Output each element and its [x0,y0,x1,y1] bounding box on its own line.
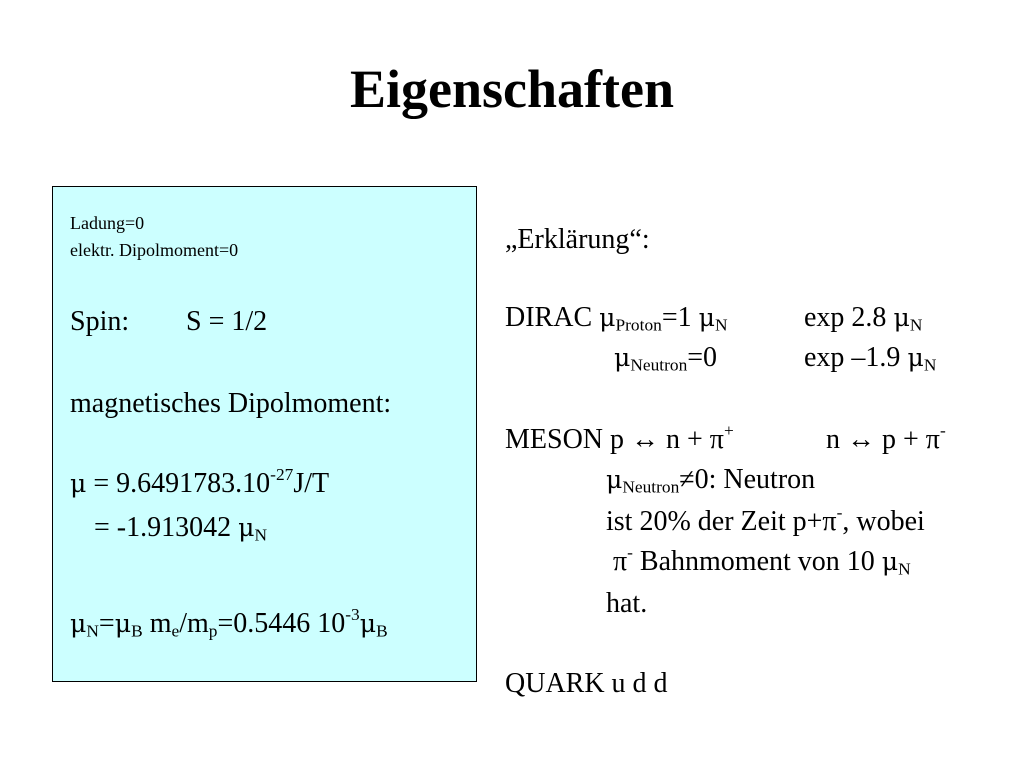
sub-n: N [86,621,99,641]
mu-line [70,464,330,499]
n-label: n [826,424,840,455]
mun-eq: = [98,608,115,639]
mu-alt-line [94,512,268,545]
mu-exponent: -27 [270,464,294,484]
sub-b: B [131,621,143,641]
mu-unit: J/T [293,468,330,499]
sub-p: p [208,621,218,641]
mu-alt-value: = -1.913042 [94,512,232,543]
page-title: Eigenschaften [350,59,674,119]
arrow-symbol: ↔ [631,424,660,455]
mu-symbol: μ [70,609,87,638]
dirac-label: DIRAC [505,302,593,333]
spin-label: Spin: [70,306,130,337]
spin-value: S = 1/2 [186,306,268,337]
sub-proton: Proton [615,315,662,335]
mu-symbol: μ [881,547,899,576]
sub-n: N [909,315,923,335]
sup-minus: - [939,420,946,440]
sub-n: N [898,559,911,579]
mun-exponent: -3 [345,604,360,624]
arrow-symbol: ↔ [847,424,875,455]
sub-n: N [923,355,937,375]
exp-proton-value: exp 2.8 [804,302,887,333]
dirac-neutron-line [614,342,718,375]
sup-minus: - [627,542,633,562]
mun-slash: /m [179,608,209,639]
n-plus-pi: n + π [666,424,724,455]
mu-symbol: μ [70,469,87,498]
mu-symbol: μ [114,609,132,638]
mu-symbol: μ [359,609,377,638]
sub-neutron: Neutron [630,355,688,375]
mu-symbol: μ [599,303,616,332]
sup-minus: - [836,502,843,522]
sub-e: e [171,621,180,641]
orbital-moment-line [613,542,911,579]
neq-text: ≠0: Neutron [679,464,816,495]
exp-neutron-value: exp –1.9 [804,342,901,373]
twenty-percent-text: ist 20% der Zeit p+π [606,506,837,537]
explanation-heading: „Erklärung“: [505,224,650,255]
hat-line: hat. [606,588,648,619]
twenty-percent-line [606,502,925,537]
edm-text: elektr. Dipolmoment=0 [70,240,239,260]
dirac-proton-value: =1 [661,302,692,333]
mu-symbol: μ [907,343,924,372]
mun-value: =0.5446 10 [217,608,346,639]
mu-value: = 9.6491783.10 [93,468,271,499]
pi-symbol: π [613,546,628,577]
quark-line: QUARK u d d [505,668,668,699]
mdm-heading: magnetisches Dipolmoment: [70,388,392,419]
meson-line-2 [826,420,946,455]
mu-symbol: μ [893,303,910,332]
mun-me: m [149,608,172,639]
mu-symbol: μ [238,513,255,542]
meson-line [505,420,734,455]
sub-b: B [376,621,388,641]
sup-plus: + [723,420,734,440]
neutron-neq-line [606,464,816,497]
dirac-neutron-value: =0 [687,342,718,373]
wobei-text: , wobei [842,506,925,537]
mun-line [70,604,388,641]
sub-n: N [714,315,728,335]
p-plus-pi: p + π [882,424,940,455]
exp-proton [804,302,923,335]
sub-neutron: Neutron [622,477,680,497]
mu-symbol: μ [606,465,623,494]
exp-neutron [804,342,937,375]
meson-label: MESON p [505,424,625,455]
orbital-text: Bahnmoment von 10 [632,546,875,577]
mu-symbol: μ [698,303,715,332]
dirac-proton-line [505,302,728,335]
sub-n: N [254,525,268,545]
mu-symbol: μ [614,343,631,372]
charge-text: Ladung=0 [70,213,145,233]
